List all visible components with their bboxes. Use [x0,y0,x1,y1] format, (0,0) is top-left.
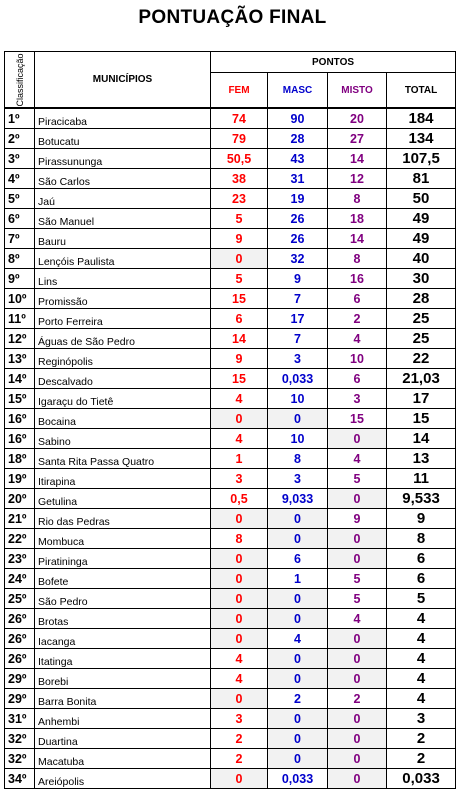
rank-cell: 2º [5,129,35,149]
rank-cell: 15º [5,389,35,409]
table-row [5,409,456,429]
masc-points-cell: 26 [268,209,328,229]
masc-points-cell: 0 [268,529,328,549]
fem-points-cell: 3 [211,469,268,489]
misto-points-cell: 0 [328,549,387,569]
municipality-cell: Sabino [35,429,211,449]
rank-cell: 19º [5,469,35,489]
table-row [5,209,456,229]
table-row [5,149,456,169]
table-row [5,329,456,349]
total-points-cell: 25 [387,309,456,329]
misto-points-cell: 20 [328,108,387,129]
total-points-cell: 8 [387,529,456,549]
municipality-cell: Piracicaba [35,108,211,129]
masc-points-cell: 0 [268,509,328,529]
rank-cell: 24º [5,569,35,589]
misto-points-cell: 8 [328,189,387,209]
table-row [5,769,456,789]
fem-points-cell: 0 [211,609,268,629]
misto-points-cell: 5 [328,469,387,489]
table-row [5,689,456,709]
municipality-cell: Itirapina [35,469,211,489]
rank-cell: 32º [5,729,35,749]
fem-points-cell: 0 [211,629,268,649]
municipality-cell: Águas de São Pedro [35,329,211,349]
misto-points-cell: 0 [328,629,387,649]
total-header: TOTAL [387,73,456,108]
misto-points-cell: 0 [328,429,387,449]
table-row [5,229,456,249]
misto-header: MISTO [328,73,387,108]
total-points-cell: 6 [387,569,456,589]
table-row [5,649,456,669]
fem-points-cell: 0 [211,509,268,529]
misto-points-cell: 14 [328,149,387,169]
fem-points-cell: 5 [211,209,268,229]
table-row [5,749,456,769]
masc-points-cell: 0 [268,649,328,669]
misto-points-cell: 14 [328,229,387,249]
misto-points-cell: 0 [328,649,387,669]
misto-points-cell: 12 [328,169,387,189]
total-points-cell: 17 [387,389,456,409]
municipality-cell: Bauru [35,229,211,249]
fem-points-cell: 4 [211,389,268,409]
misto-points-cell: 16 [328,269,387,289]
municipality-cell: Lins [35,269,211,289]
table-row [5,529,456,549]
table-row [5,389,456,409]
total-points-cell: 15 [387,409,456,429]
total-points-cell: 5 [387,589,456,609]
table-row [5,729,456,749]
total-points-cell: 9,533 [387,489,456,509]
municipality-cell: Rio das Pedras [35,509,211,529]
rank-cell: 8º [5,249,35,269]
municipality-cell: Anhembi [35,709,211,729]
rank-cell: 26º [5,629,35,649]
municipality-cell: Descalvado [35,369,211,389]
misto-points-cell: 0 [328,669,387,689]
misto-points-cell: 5 [328,589,387,609]
masc-points-cell: 19 [268,189,328,209]
municipality-cell: São Carlos [35,169,211,189]
misto-points-cell: 6 [328,289,387,309]
fem-points-cell: 14 [211,329,268,349]
fem-points-cell: 0 [211,549,268,569]
table-row [5,108,456,129]
misto-points-cell: 0 [328,749,387,769]
total-points-cell: 14 [387,429,456,449]
masc-points-cell: 0,033 [268,369,328,389]
rank-cell: 3º [5,149,35,169]
total-points-cell: 25 [387,329,456,349]
fem-points-cell: 2 [211,729,268,749]
rank-cell: 13º [5,349,35,369]
classification-header [5,52,35,109]
total-points-cell: 40 [387,249,456,269]
municipality-cell: Macatuba [35,749,211,769]
rank-cell: 9º [5,269,35,289]
total-points-cell: 2 [387,729,456,749]
masc-points-cell: 8 [268,449,328,469]
masc-points-cell: 6 [268,549,328,569]
score-table [4,51,456,789]
total-points-cell: 21,03 [387,369,456,389]
masc-points-cell: 10 [268,429,328,449]
municipality-cell: Pirassununga [35,149,211,169]
fem-points-cell: 0 [211,589,268,609]
municipality-cell: Santa Rita Passa Quatro [35,449,211,469]
misto-points-cell: 0 [328,729,387,749]
misto-points-cell: 2 [328,309,387,329]
rank-cell: 5º [5,189,35,209]
total-points-cell: 4 [387,669,456,689]
fem-points-cell: 0 [211,249,268,269]
masc-points-cell: 0 [268,609,328,629]
rank-cell: 25º [5,589,35,609]
fem-points-cell: 79 [211,129,268,149]
misto-points-cell: 6 [328,369,387,389]
total-points-cell: 81 [387,169,456,189]
table-row [5,129,456,149]
fem-points-cell: 1 [211,449,268,469]
rank-cell: 23º [5,549,35,569]
total-points-cell: 134 [387,129,456,149]
total-points-cell: 9 [387,509,456,529]
masc-points-cell: 90 [268,108,328,129]
total-points-cell: 4 [387,609,456,629]
masc-points-cell: 26 [268,229,328,249]
table-row [5,709,456,729]
table-row [5,609,456,629]
masc-points-cell: 9 [268,269,328,289]
total-points-cell: 3 [387,709,456,729]
rank-cell: 16º [5,429,35,449]
masc-points-cell: 3 [268,469,328,489]
table-row [5,269,456,289]
table-row [5,549,456,569]
total-points-cell: 22 [387,349,456,369]
rank-cell: 10º [5,289,35,309]
municipality-cell: Iacanga [35,629,211,649]
rank-cell: 1º [5,108,35,129]
misto-points-cell: 4 [328,609,387,629]
municipality-cell: Borebi [35,669,211,689]
fem-points-cell: 23 [211,189,268,209]
municipality-cell: Bofete [35,569,211,589]
table-row [5,369,456,389]
municipality-cell: Jaú [35,189,211,209]
municipality-cell: Igaraçu do Tietê [35,389,211,409]
misto-points-cell: 27 [328,129,387,149]
fem-points-cell: 15 [211,369,268,389]
municipality-cell: Botucatu [35,129,211,149]
rank-cell: 31º [5,709,35,729]
misto-points-cell: 5 [328,569,387,589]
rank-cell: 26º [5,609,35,629]
table-row [5,289,456,309]
masc-points-cell: 0 [268,749,328,769]
table-row [5,489,456,509]
municipality-cell: Barra Bonita [35,689,211,709]
fem-points-cell: 4 [211,429,268,449]
page-title: PONTUAÇÃO FINAL [138,7,327,28]
masc-points-cell: 0 [268,409,328,429]
masc-points-cell: 4 [268,629,328,649]
misto-points-cell: 15 [328,409,387,429]
fem-points-cell: 0 [211,409,268,429]
classification-header-label: Classificação [14,52,25,107]
misto-points-cell: 8 [328,249,387,269]
masc-header: MASC [268,73,328,108]
total-points-cell: 0,033 [387,769,456,789]
fem-points-cell: 50,5 [211,149,268,169]
misto-points-cell: 3 [328,389,387,409]
masc-points-cell: 31 [268,169,328,189]
masc-points-cell: 0 [268,589,328,609]
score-table-body [5,108,456,789]
rank-cell: 32º [5,749,35,769]
masc-points-cell: 7 [268,289,328,309]
rank-cell: 22º [5,529,35,549]
masc-points-cell: 0 [268,709,328,729]
total-points-cell: 49 [387,209,456,229]
municipality-cell: Bocaina [35,409,211,429]
fem-points-cell: 3 [211,709,268,729]
fem-points-cell: 0,5 [211,489,268,509]
total-points-cell: 13 [387,449,456,469]
misto-points-cell: 0 [328,709,387,729]
table-row [5,349,456,369]
rank-cell: 4º [5,169,35,189]
table-row [5,589,456,609]
misto-points-cell: 18 [328,209,387,229]
table-row [5,509,456,529]
municipality-cell: Lençóis Paulista [35,249,211,269]
municipality-cell: Brotas [35,609,211,629]
points-header: PONTOS [211,52,456,73]
fem-points-cell: 2 [211,749,268,769]
municipality-cell: Itatinga [35,649,211,669]
municipality-cell: Getulina [35,489,211,509]
fem-points-cell: 8 [211,529,268,549]
fem-header: FEM [211,73,268,108]
misto-points-cell: 0 [328,489,387,509]
municipality-cell: Mombuca [35,529,211,549]
total-points-cell: 49 [387,229,456,249]
fem-points-cell: 0 [211,769,268,789]
fem-points-cell: 15 [211,289,268,309]
total-points-cell: 4 [387,629,456,649]
fem-points-cell: 9 [211,349,268,369]
misto-points-cell: 10 [328,349,387,369]
municipality-cell: Reginópolis [35,349,211,369]
table-row [5,449,456,469]
total-points-cell: 4 [387,649,456,669]
masc-points-cell: 28 [268,129,328,149]
total-points-cell: 107,5 [387,149,456,169]
rank-cell: 6º [5,209,35,229]
table-row [5,249,456,269]
municipality-cell: Promissão [35,289,211,309]
masc-points-cell: 17 [268,309,328,329]
rank-cell: 11º [5,309,35,329]
fem-points-cell: 0 [211,569,268,589]
masc-points-cell: 43 [268,149,328,169]
rank-cell: 20º [5,489,35,509]
fem-points-cell: 9 [211,229,268,249]
municipality-cell: Piratininga [35,549,211,569]
municipality-cell: São Pedro [35,589,211,609]
rank-cell: 26º [5,649,35,669]
rank-cell: 14º [5,369,35,389]
table-row [5,469,456,489]
total-points-cell: 184 [387,108,456,129]
total-points-cell: 28 [387,289,456,309]
masc-points-cell: 10 [268,389,328,409]
misto-points-cell: 4 [328,449,387,469]
municipality-cell: Duartina [35,729,211,749]
masc-points-cell: 3 [268,349,328,369]
fem-points-cell: 4 [211,669,268,689]
table-row [5,189,456,209]
masc-points-cell: 0 [268,729,328,749]
rank-cell: 34º [5,769,35,789]
rank-cell: 29º [5,689,35,709]
masc-points-cell: 1 [268,569,328,589]
table-row [5,669,456,689]
rank-cell: 12º [5,329,35,349]
fem-points-cell: 74 [211,108,268,129]
total-points-cell: 2 [387,749,456,769]
masc-points-cell: 9,033 [268,489,328,509]
municipality-cell: São Manuel [35,209,211,229]
masc-points-cell: 32 [268,249,328,269]
fem-points-cell: 0 [211,689,268,709]
total-points-cell: 50 [387,189,456,209]
total-points-cell: 30 [387,269,456,289]
fem-points-cell: 4 [211,649,268,669]
misto-points-cell: 2 [328,689,387,709]
rank-cell: 7º [5,229,35,249]
table-row [5,629,456,649]
fem-points-cell: 38 [211,169,268,189]
table-row [5,309,456,329]
total-points-cell: 11 [387,469,456,489]
rank-cell: 18º [5,449,35,469]
masc-points-cell: 0 [268,669,328,689]
misto-points-cell: 0 [328,529,387,549]
total-points-cell: 4 [387,689,456,709]
masc-points-cell: 2 [268,689,328,709]
rank-cell: 21º [5,509,35,529]
table-row [5,429,456,449]
table-row [5,169,456,189]
fem-points-cell: 5 [211,269,268,289]
rank-cell: 29º [5,669,35,689]
total-points-cell: 6 [387,549,456,569]
rank-cell: 16º [5,409,35,429]
fem-points-cell: 6 [211,309,268,329]
misto-points-cell: 0 [328,769,387,789]
municipality-cell: Porto Ferreira [35,309,211,329]
municipalities-header: MUNICÍPIOS [35,52,211,109]
misto-points-cell: 9 [328,509,387,529]
masc-points-cell: 7 [268,329,328,349]
masc-points-cell: 0,033 [268,769,328,789]
misto-points-cell: 4 [328,329,387,349]
municipality-cell: Areiópolis [35,769,211,789]
table-row [5,569,456,589]
